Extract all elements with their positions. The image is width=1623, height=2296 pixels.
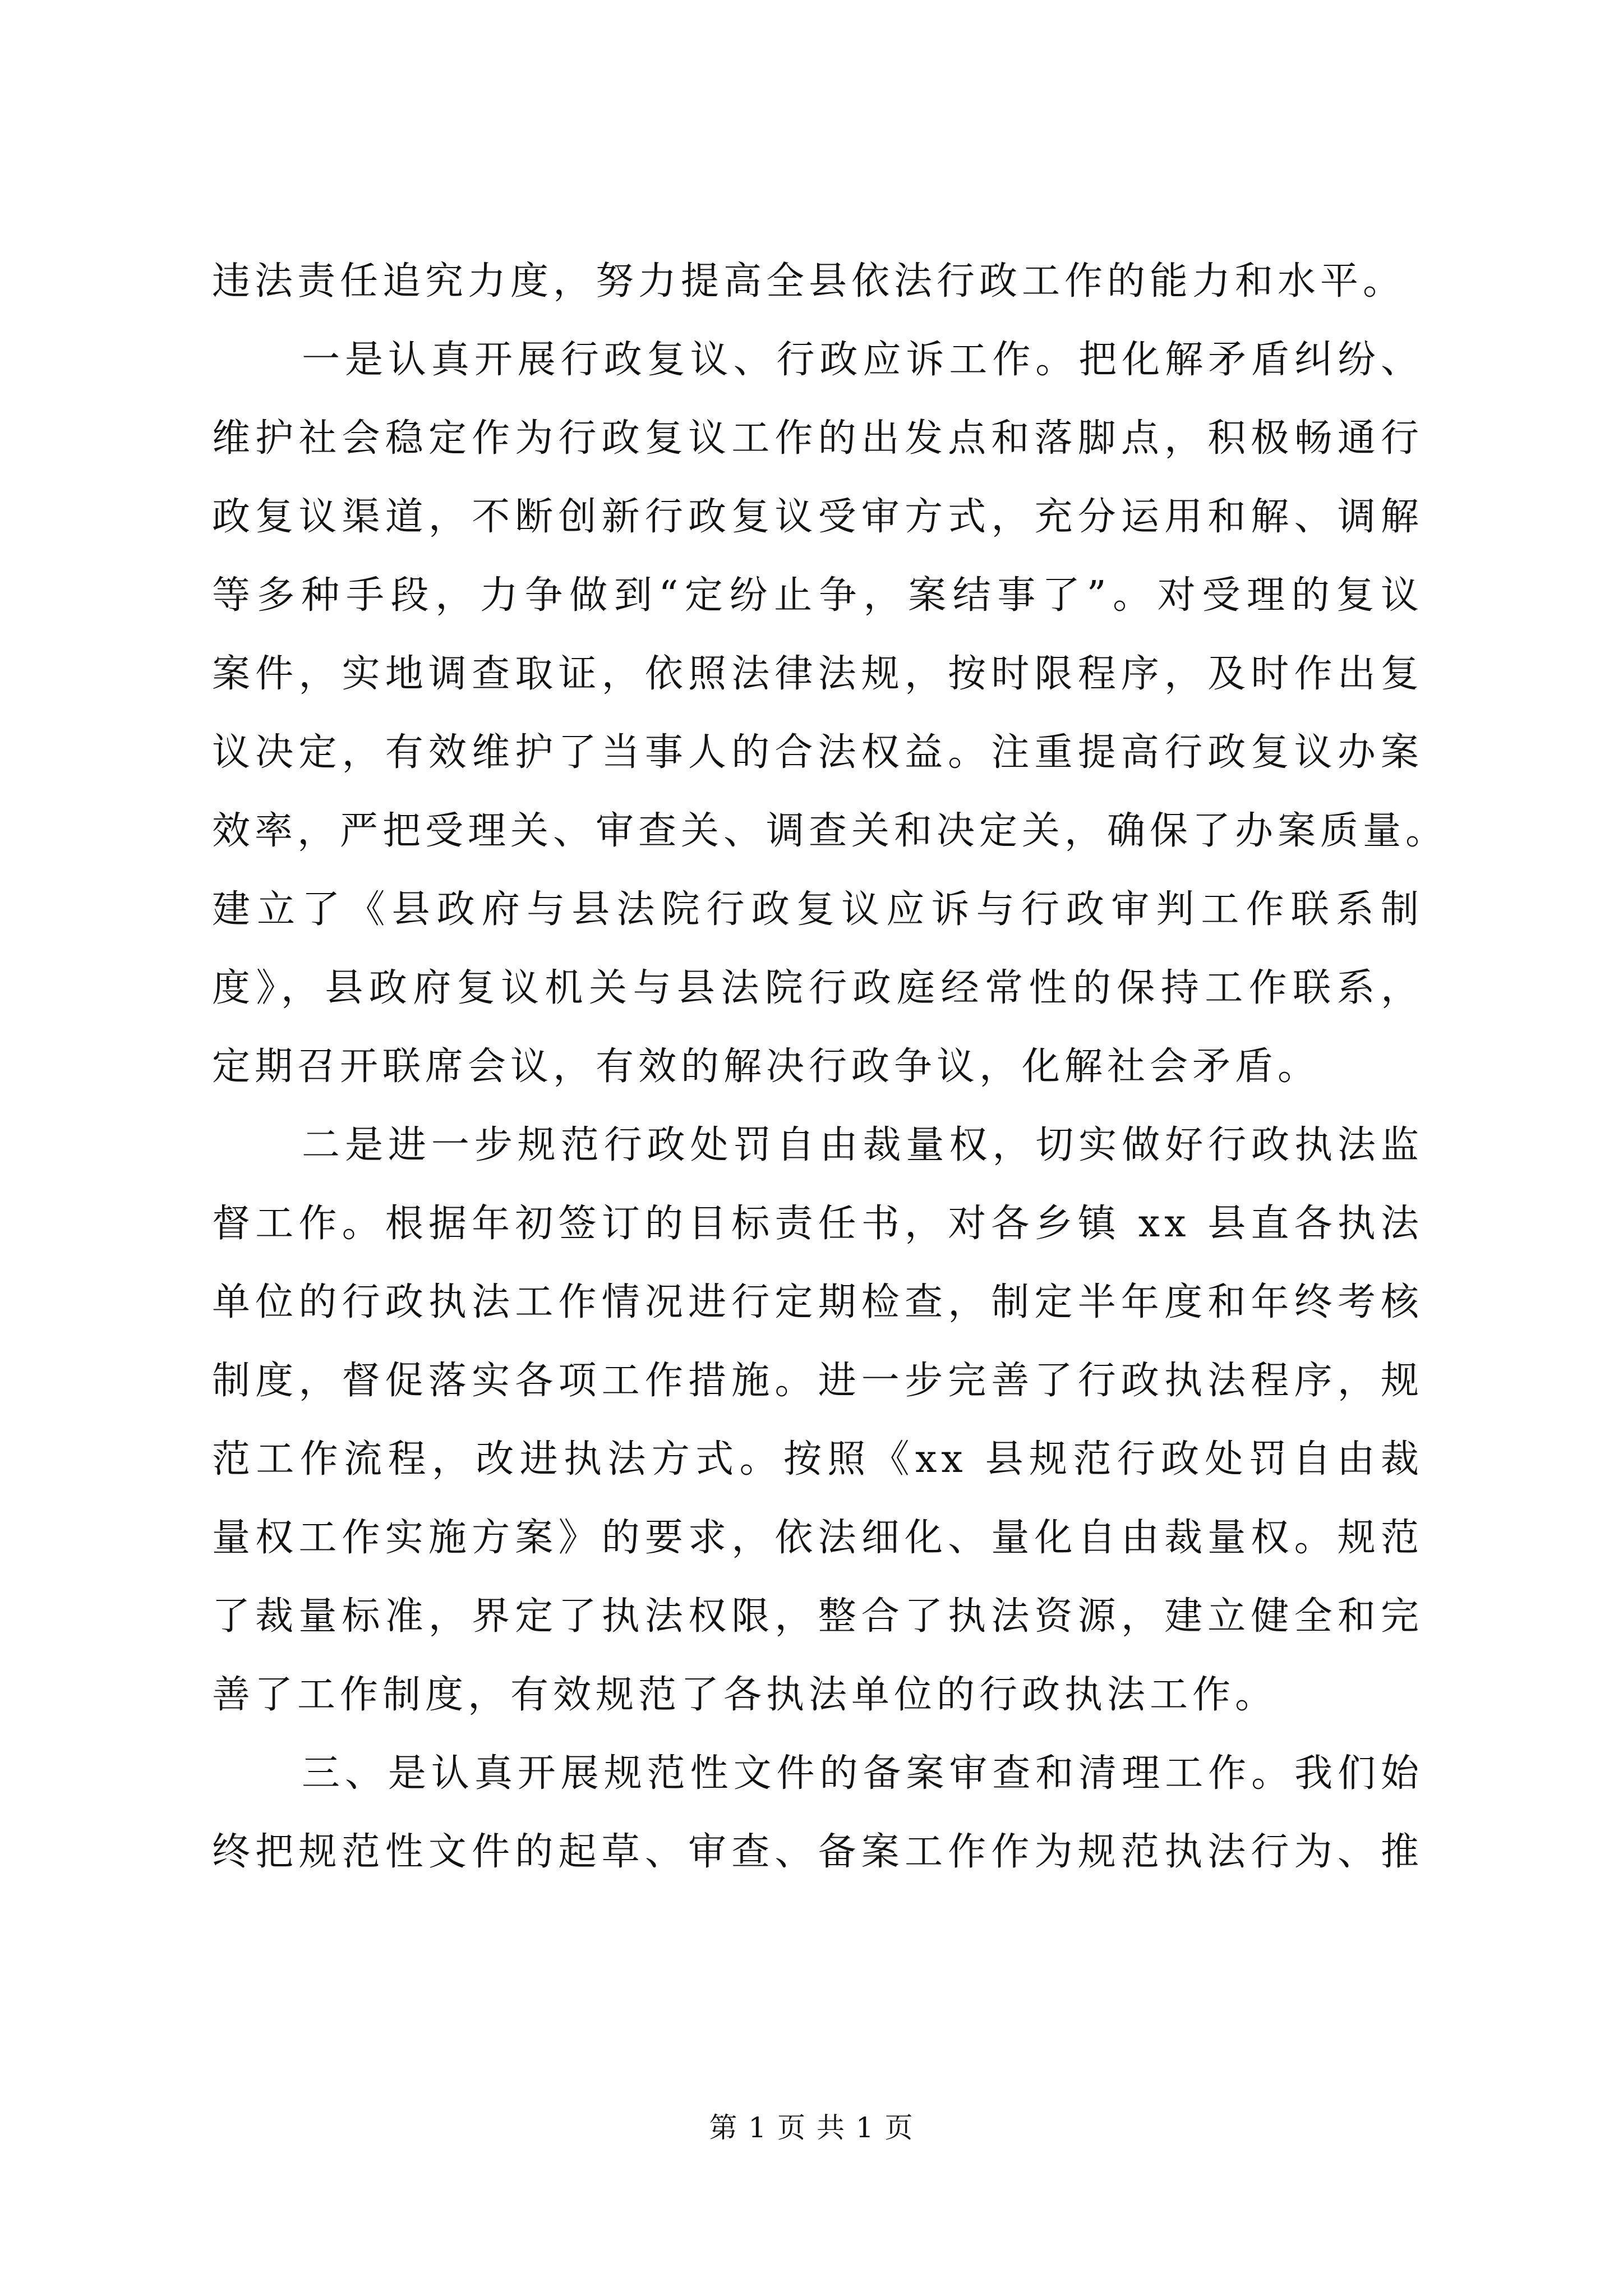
paragraph-line: 案件，实地调查取证，依照法律法规，按时限程序，及时作出复	[212, 652, 1423, 696]
paragraph-line: 制度，督促落实各项工作措施。进一步完善了行政执法程序，规	[212, 1359, 1423, 1403]
paragraph-line: 量权工作实施方案》的要求，依法细化、量化自由裁量权。规范	[212, 1516, 1423, 1560]
paragraph-line: 终把规范性文件的起草、审查、备案工作作为规范执法行为、推	[212, 1830, 1423, 1874]
paragraph-line: 维护社会稳定作为行政复议工作的出发点和落脚点，积极畅通行	[212, 416, 1423, 461]
page-number-footer: 第 1 页 共 1 页	[709, 2111, 914, 2144]
paragraph-line: 督工作。根据年初签订的目标责任书，对各乡镇 xx 县直各执法	[212, 1202, 1423, 1246]
paragraph-line: 二是进一步规范行政处罚自由裁量权，切实做好行政执法监	[302, 1123, 1423, 1167]
document-body	[212, 242, 1449, 1892]
paragraph-line: 三、是认真开展规范性文件的备案审查和清理工作。我们始	[302, 1751, 1423, 1796]
paragraph-line: 政复议渠道，不断创新行政复议受审方式，充分运用和解、调解	[212, 495, 1423, 539]
paragraph-line: 度》，县政府复议机关与县法院行政庭经常性的保持工作联系，	[212, 966, 1423, 1010]
paragraph-line: 了裁量标准，界定了执法权限，整合了执法资源，建立健全和完	[212, 1594, 1423, 1639]
paragraph-line: 善了工作制度，有效规范了各执法单位的行政执法工作。	[212, 1673, 1278, 1717]
paragraph-line: 定期召开联席会议，有效的解决行政争议，化解社会矛盾。	[212, 1045, 1321, 1089]
paragraph-line: 范工作流程，改进执法方式。按照《xx 县规范行政处罚自由裁	[212, 1437, 1423, 1481]
paragraph-line: 等多种手段，力争做到“定纷止争，案结事了”。对受理的复议	[212, 573, 1423, 618]
paragraph-line: 议决定，有效维护了当事人的合法权益。注重提高行政复议办案	[212, 730, 1423, 775]
paragraph-line: 违法责任追究力度，努力提高全县依法行政工作的能力和水平。	[212, 259, 1406, 303]
paragraph-line: 效率，严把受理关、审查关、调查关和决定关，确保了办案质量。	[212, 809, 1449, 853]
paragraph-line: 一是认真开展行政复议、行政应诉工作。把化解矛盾纠纷、	[302, 338, 1423, 382]
paragraph-line: 单位的行政执法工作情况进行定期检查，制定半年度和年终考核	[212, 1280, 1423, 1324]
paragraph-line: 建立了《县政府与县法院行政复议应诉与行政审判工作联系制	[212, 887, 1423, 932]
